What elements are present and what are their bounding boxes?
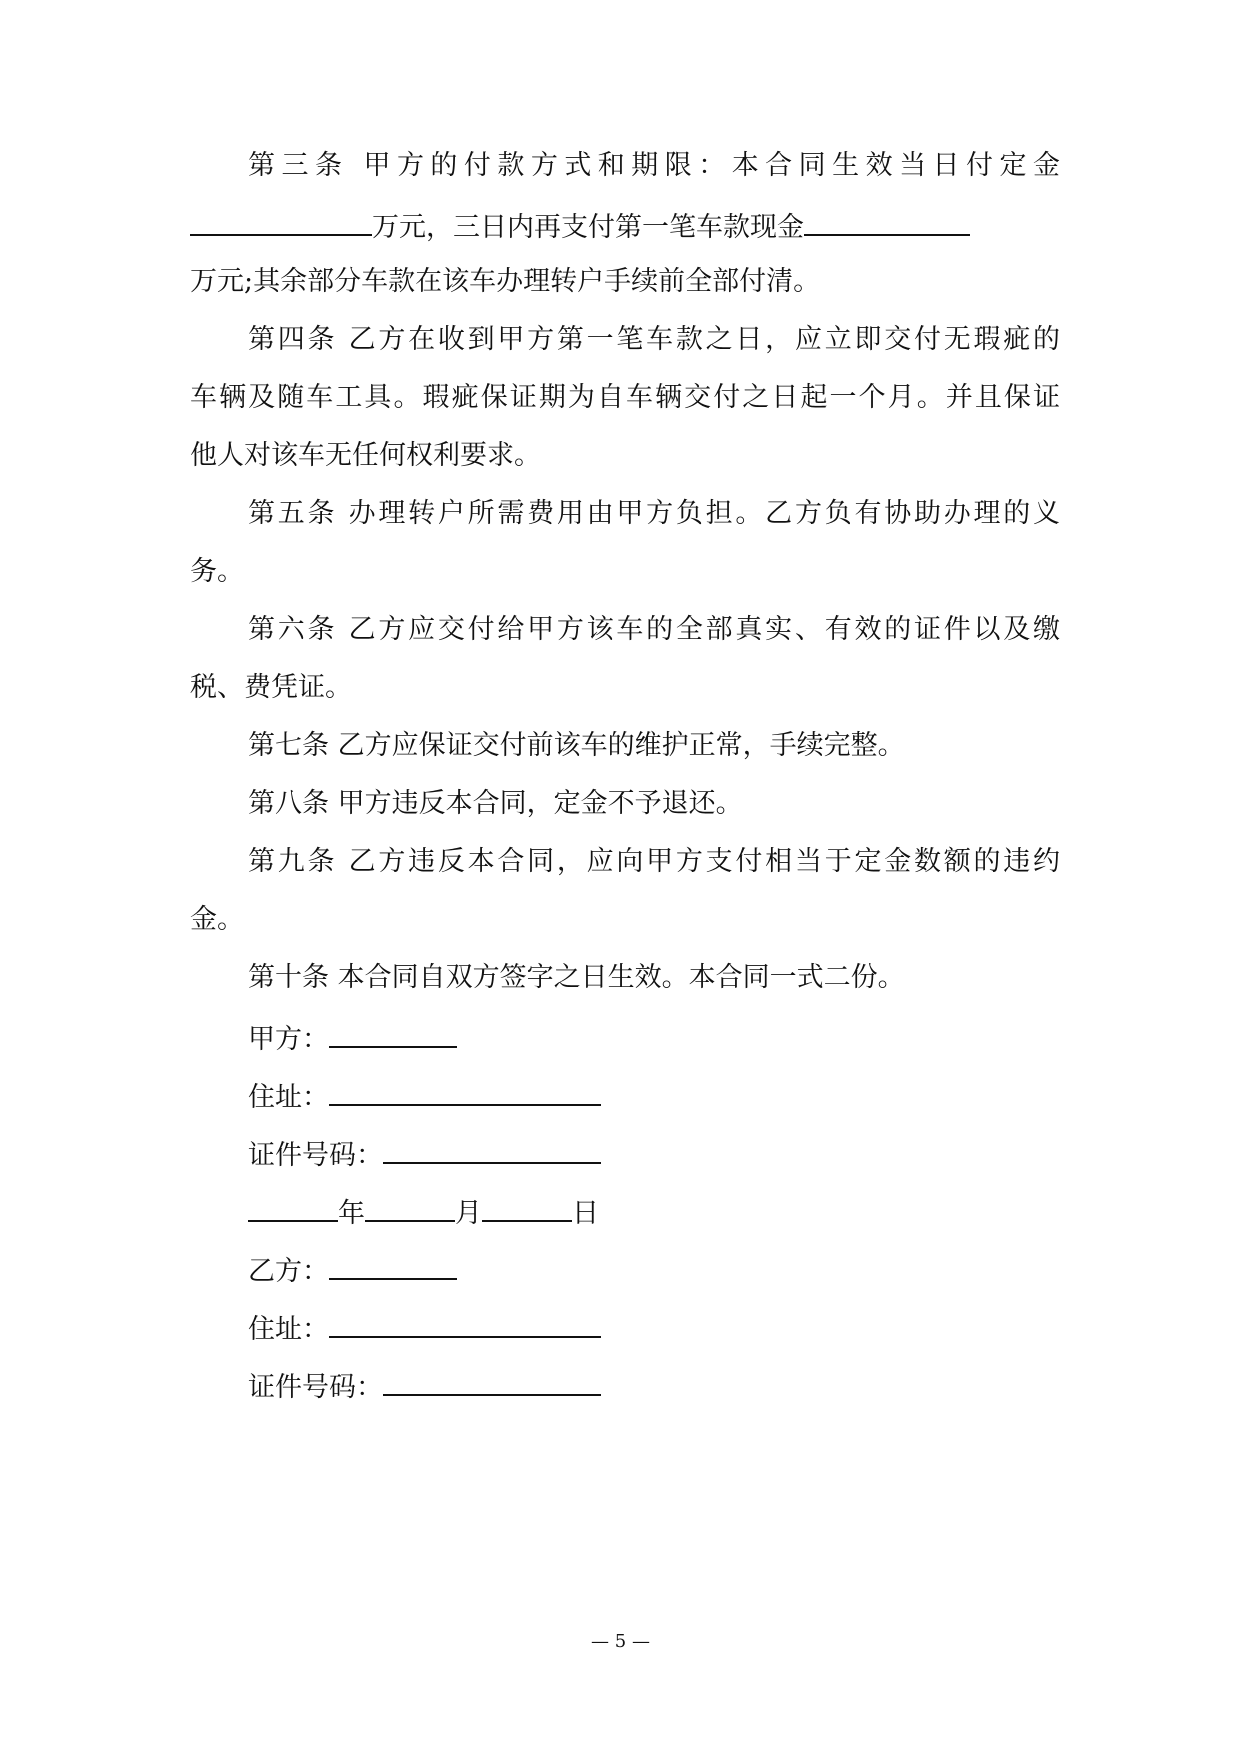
party-a-id-row [248,1134,1118,1174]
article-3-line-2 [190,206,1060,246]
article-9-line-1 [248,844,1060,880]
page-number: — 5 — [591,1631,650,1652]
party-b-id-label: 证件号码： [248,1372,383,1403]
article-4-text-2: 车辆及随车工具。瑕疵保证期为自车辆交付之日起一个月。并且保证 [190,382,1060,413]
article-7 [248,728,1118,764]
article-6-text-2: 税、费凭证。 [190,672,352,703]
day-blank [482,1192,572,1222]
article-5-line-2 [190,554,1060,590]
party-b-id-row [248,1366,1118,1406]
party-b-signature-row [248,1250,1118,1290]
party-a-id-blank [383,1134,601,1164]
article-3-line-1 [248,148,1060,184]
article-10 [248,960,1118,996]
party-a-id-label: 证件号码： [248,1140,383,1171]
party-b-address-label: 住址： [248,1314,329,1345]
date-row [248,1192,1118,1232]
year-label: 年 [338,1198,365,1229]
article-4-line-3 [190,438,1060,474]
party-a-label: 甲方： [248,1024,329,1055]
article-10-text: 第十条 本合同自双方签字之日生效。本合同一式二份。 [248,962,905,993]
article-4-line-2 [190,380,1060,416]
article-9-text-1: 第九条 乙方违反本合同，应向甲方支付相当于定金数额的违约 [248,846,1060,877]
article-9-line-2 [190,902,1060,938]
first-payment-blank [804,206,970,236]
article-5-text-1: 第五条 办理转户所需费用由甲方负担。乙方负有协助办理的义 [248,498,1060,529]
article-5-line-1 [248,496,1060,532]
article-3-text-3: 万元;其余部分车款在该车办理转户手续前全部付清。 [190,266,821,297]
article-3-text-2: 万元，三日内再支付第一笔车款现金 [372,212,804,243]
party-b-address-blank [329,1308,601,1338]
month-label: 月 [455,1198,482,1229]
article-8 [248,786,1118,822]
article-6-line-2 [190,670,1060,706]
article-7-text: 第七条 乙方应保证交付前该车的维护正常，手续完整。 [248,730,905,761]
article-3-line-3 [190,264,1060,300]
party-b-address-row [248,1308,1118,1348]
day-label: 日 [572,1198,599,1229]
article-4-text-1: 第四条 乙方在收到甲方第一笔车款之日，应立即交付无瑕疵的 [248,324,1060,355]
party-b-name-blank [329,1250,457,1280]
party-a-address-blank [329,1076,601,1106]
deposit-amount-blank [190,206,372,236]
year-blank [248,1192,338,1222]
party-a-name-blank [329,1018,457,1048]
month-blank [365,1192,455,1222]
article-3-text-1: 第三条 甲方的付款方式和期限：本合同生效当日付定金 [248,150,1060,181]
article-8-text: 第八条 甲方违反本合同，定金不予退还。 [248,788,743,819]
article-4-line-1 [248,322,1060,358]
party-a-address-label: 住址： [248,1082,329,1113]
party-a-address-row [248,1076,1118,1116]
party-a-signature-row [248,1018,1118,1058]
article-4-text-3: 他人对该车无任何权利要求。 [190,440,541,471]
article-6-text-1: 第六条 乙方应交付给甲方该车的全部真实、有效的证件以及缴 [248,614,1060,645]
article-6-line-1 [248,612,1060,648]
party-b-id-blank [383,1366,601,1396]
party-b-label: 乙方： [248,1256,329,1287]
article-9-text-2: 金。 [190,904,244,935]
article-5-text-2: 务。 [190,556,244,587]
